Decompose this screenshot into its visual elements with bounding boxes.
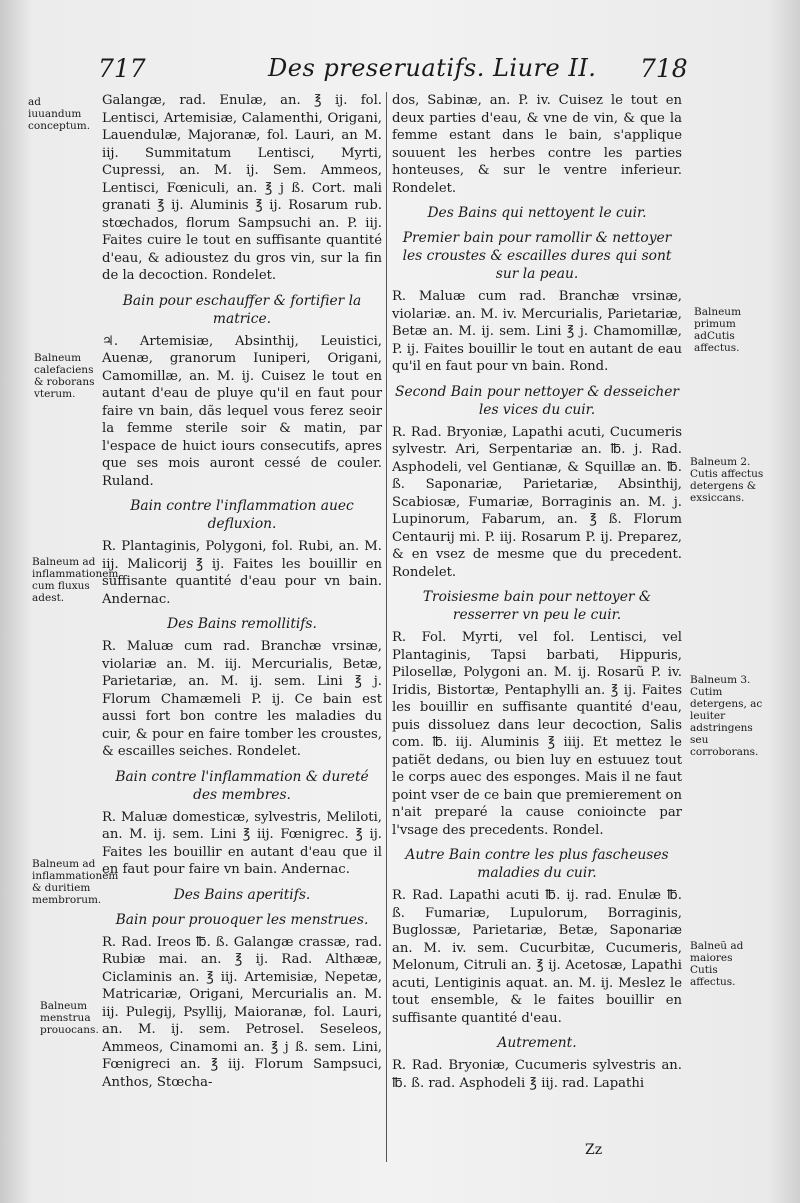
paragraph: dos, Sabinæ, an. P. iv. Cuisez le tout en deux parties d'eau, & vne de vin, & que la femme estant dans le bain, s'applique souuent les herbes contre les parties honteuses, & sur le ventre inferieur. Rondelet. <box>392 93 682 196</box>
section-heading: Des Bains qui nettoyent le cuir. <box>427 205 647 221</box>
section-heading: Des Bains aperitifs. <box>173 886 311 903</box>
paragraph: R. Maluæ domesticæ, sylvestris, Meliloti, an. M. ij. sem. Lini ℥ iij. Fœnigrec. ℥ ij. Faites les bouillir en autant d'eau que il en faut pour faire vn bain. Andernac. <box>102 809 382 877</box>
section-heading: Troisiesme bain pour nettoyer & resserrer vn peu le cuir. <box>422 589 652 623</box>
section-heading: Bain pour prouoquer les menstrues. <box>115 911 369 928</box>
left-text-column <box>102 92 382 1091</box>
signature-mark: Zz <box>585 1142 603 1158</box>
section-heading: Des Bains remollitifs. <box>167 616 317 632</box>
section-heading: Bain contre l'inflammation auec defluxion. <box>130 498 354 532</box>
paragraph: R. Rad. Bryoniæ, Cucumeris sylvestris an. ℔. ß. rad. Asphodeli ℥ iij. rad. Lapathi <box>392 1058 682 1091</box>
margin-note: Balneum primum adCutis affectus. <box>694 306 742 354</box>
right-page-number: 718 <box>640 54 688 83</box>
section-heading: Autrement. <box>497 1035 577 1051</box>
section-heading: Autre Bain contre les plus fascheuses maladies du cuir. <box>405 847 669 881</box>
margin-note: Balneum 3. Cutim detergens, ac leuiter adstringens seu corroborans. <box>690 674 763 758</box>
running-title: Des preseruatifs. Liure II. <box>268 54 597 82</box>
section-heading: Bain pour eschauffer & fortifier la matrice. <box>122 292 362 327</box>
paragraph: R. Rad. Ireos ℔. ß. Galangæ crassæ, rad. Rubiæ mai. an. ℥ ij. Rad. Althææ, Ciclaminis an. ℥ iij. Artemisiæ, Nepetæ, Matricariæ, Origani, Mercurialis an. M. iij. Pulegij, Psyllij, Maioranæ, fol. Lauri, an. M. ij. sem. Petrosel. Seseleos, Ammeos, Cinamomi an. ℥ j ß. sem. Lini, Fœnigreci an. ℥ iij. Florum Sampsuci, Anthos, Stœcha- <box>102 934 382 1090</box>
paragraph: R. Plantaginis, Polygoni, fol. Rubi, an. M. iij. Malicorij ℥ ij. Faites les bouillir en suffisante quantité d'eau pour vn bain. Andernac. <box>102 539 382 607</box>
margin-note: Balneum calefaciens & roborans vterum. <box>34 352 95 400</box>
paragraph: R. Fol. Myrti, vel fol. Lentisci, vel Plantaginis, Tapsi barbati, Hippuris, Pilosellæ, Polygoni an. M. ij. Rosarũ P. iv. Iridis, Bistortæ, Pentaphylli an. ℥ ij. Faites les bouillir en suffisante quantité d'eau, puis dissoluez dans leur decoction, Salis com. ℔. iij. Aluminis ℥ iiij. Et mettez le patiẽt dedans, ou bien luy en estuuez tout le corps auec des esponges. Mais il ne faut point vser de ce bain que premierement on n'ait preparé la cause conioincte par l'vsage des precedents. Rondel. <box>392 630 682 838</box>
margin-note: Balneum menstrua prouocans. <box>40 1000 99 1036</box>
margin-note: Balneum ad inflammationem & duritiem membrorum. <box>32 858 119 906</box>
margin-note: ad iuuandum conceptum. <box>28 96 91 132</box>
paragraph: R. Rad. Lapathi acuti ℔. ij. rad. Enulæ ℔. ß. Fumariæ, Lupulorum, Borraginis, Buglossæ, Parietariæ, Betæ, Saponariæ an. M. iv. sem. Cucurbitæ, Cucumeris, Melonum, Citruli an. ℥ ij. Acetosæ, Lapathi acuti, Lentiginis aquat. an. M. ij. Meslez le tout ensemble, & le faites bouillir en suffisante quantité d'eau. <box>392 888 682 1026</box>
margin-note: Balneum 2. Cutis affectus detergens & exsiccans. <box>690 456 764 504</box>
column-divider <box>386 92 387 1162</box>
paragraph: Galangæ, rad. Enulæ, an. ℥ ij. fol. Lentisci, Artemisiæ, Calamenthi, Origani, Lauendulæ, Majoranæ, fol. Lauri, an M. iij. Summitatum Lentisci, Myrti, Cupressi, an. M. ij. Sem. Ammeos, Lentisci, Fœniculi, an. ℥ j ß. Cort. mali granati ℥ ij. Aluminis ℥ ij. Rosarum rub. stœchados, florum Sampsuchi an. P. iij. Faites cuire le tout en suffisante quantité d'eau, & adioustez du gros vin, sur la fin de la decoction. Rondelet. <box>102 93 382 283</box>
margin-note: Balneũ ad maiores Cutis affectus. <box>690 940 744 988</box>
paragraph: R. Maluæ cum rad. Branchæ vrsinæ, violariæ an. M. iij. Mercurialis, Betæ, Parietariæ, an. M. ij. sem. Lini ℥ j. Florum Chamæmeli P. ij. Ce bain est aussi fort bon contre les maladies du cuir, & pour en faire tomber les croustes, & escailles seiches. Rondelet. <box>102 639 382 759</box>
paragraph: R. Maluæ cum rad. Branchæ vrsinæ, violariæ. an. M. iv. Mercurialis, Parietariæ, Betæ an. M. ij. sem. Lini ℥ j. Chamomillæ, P. ij. Faites bouillir le tout en autant de eau qu'il en faut pour vn bain. Rond. <box>392 289 682 374</box>
right-text-column <box>392 92 682 1092</box>
margin-note: Balneum ad inflammationem cum fluxus adest. <box>32 556 119 604</box>
paragraph: R. Rad. Bryoniæ, Lapathi acuti, Cucumeris sylvestr. Ari, Serpentariæ an. ℔. j. Rad. Asphodeli, vel Gentianæ, & Squillæ an. ℔. ß. Saponariæ, Parietariæ, Absinthij, Scabiosæ, Fumariæ, Borraginis an. M. j. Lupinorum, Fabarum, an. ℥ ß. Florum Centaurij mi. P. iij. Rosarum P. ij. Preparez, & en vsez de mesme que du precedent. Rondelet. <box>392 424 682 580</box>
section-heading: Premier bain pour ramollir & nettoyer les croustes & escailles dures qui sont sur la peau. <box>402 230 672 282</box>
section-heading: Bain contre l'inflammation & dureté des membres. <box>115 768 369 803</box>
paragraph: ♃. Artemisiæ, Absinthij, Leuistici, Auenæ, granorum Iuniperi, Origani, Camomillæ, an. M. ij. Cuisez le tout en autant d'eau de pluye qu'il en faut pour faire vn bain, dãs lequel vous ferez seoir la femme sterile soir & matin, par l'espace de huict iours consecutifs, apres que ses mois auront cessé de couler. Ruland. <box>102 333 382 489</box>
left-page-number: 717 <box>98 54 146 83</box>
section-heading: Second Bain pour nettoyer & desseicher les vices du cuir. <box>395 383 679 418</box>
